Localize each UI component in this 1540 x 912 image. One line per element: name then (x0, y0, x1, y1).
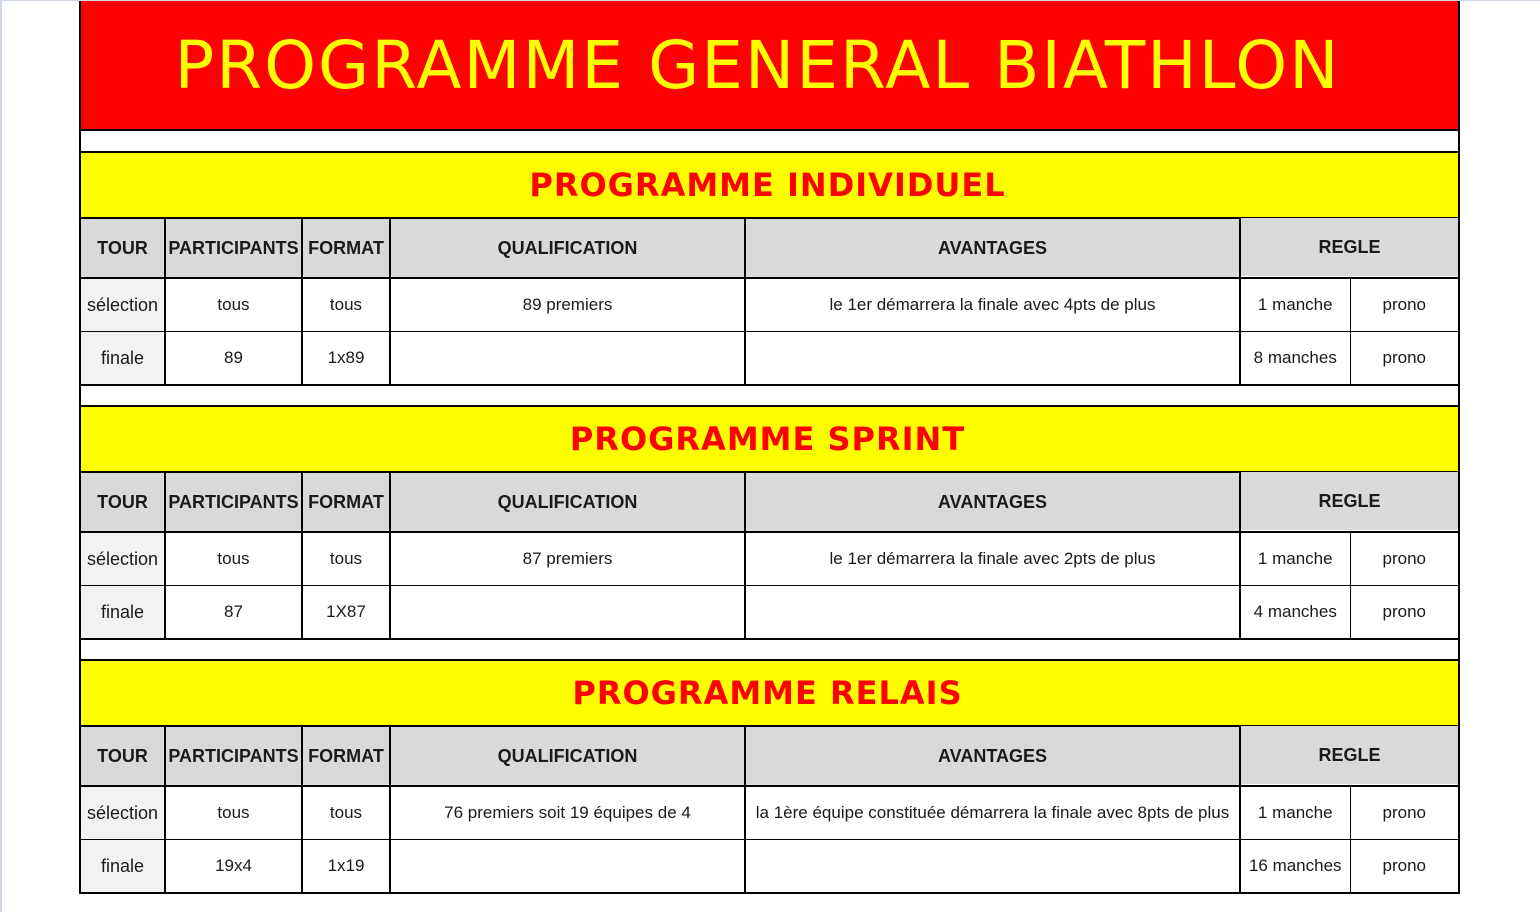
col-header-regle: REGLE (1240, 726, 1458, 785)
program-table (81, 727, 1458, 894)
table-row-selection (81, 532, 1458, 586)
col-header-tour: TOUR (81, 219, 165, 278)
spacer-row (81, 131, 1458, 153)
cell-regle-type[interactable]: prono (1350, 332, 1458, 386)
cell-regle-manches[interactable]: 16 manches (1240, 840, 1350, 894)
col-header-qualification: QUALIFICATION (390, 727, 745, 786)
column-header-row (81, 473, 1458, 532)
program-section (81, 131, 1458, 386)
table-row-finale (81, 332, 1458, 386)
cell-regle-type[interactable]: prono (1350, 278, 1458, 332)
col-header-avantages: AVANTAGES (745, 473, 1240, 532)
col-header-tour: TOUR (81, 473, 165, 532)
sheet-left-edge (0, 0, 2, 912)
cell-regle-type[interactable]: prono (1350, 786, 1458, 840)
section-heading (81, 153, 1458, 219)
cell-participants[interactable]: 87 (165, 586, 302, 640)
cell-regle-type[interactable]: prono (1350, 532, 1458, 586)
col-header-qualification: QUALIFICATION (390, 473, 745, 532)
cell-format[interactable]: 1x19 (302, 840, 390, 894)
table-row-selection (81, 786, 1458, 840)
cell-format[interactable]: tous (302, 532, 390, 586)
col-header-regle: REGLE (1240, 472, 1458, 531)
cell-regle-manches[interactable]: 1 manche (1240, 786, 1350, 840)
cell-avantages[interactable]: la 1ère équipe constituée démarrera la finale avec 8pts de plus (745, 786, 1240, 840)
cell-avantages[interactable]: le 1er démarrera la finale avec 2pts de plus (745, 532, 1240, 586)
table-row-selection (81, 278, 1458, 332)
col-header-tour: TOUR (81, 727, 165, 786)
cell-participants[interactable]: tous (165, 278, 302, 332)
cell-qualification[interactable]: 89 premiers (390, 278, 745, 332)
cell-regle-type[interactable]: prono (1350, 586, 1458, 640)
cell-tour[interactable]: finale (81, 840, 165, 894)
cell-participants[interactable]: 89 (165, 332, 302, 386)
cell-qualification[interactable]: 76 premiers soit 19 équipes de 4 (390, 786, 745, 840)
program-table (81, 473, 1458, 640)
column-header-row (81, 219, 1458, 278)
biathlon-program-sheet (79, 1, 1460, 894)
col-header-qualification: QUALIFICATION (390, 219, 745, 278)
cell-tour[interactable]: sélection (81, 532, 165, 586)
cell-format[interactable]: 1X87 (302, 586, 390, 640)
col-header-format: FORMAT (302, 473, 390, 532)
cell-participants[interactable]: tous (165, 532, 302, 586)
table-row-finale (81, 840, 1458, 894)
cell-avantages[interactable] (745, 840, 1240, 894)
col-header-format: FORMAT (302, 727, 390, 786)
section-title: PROGRAMME RELAIS (572, 674, 963, 712)
spacer-row (81, 640, 1458, 661)
title-banner (81, 1, 1458, 131)
spacer-row (81, 386, 1458, 407)
cell-participants[interactable]: tous (165, 786, 302, 840)
cell-format[interactable]: tous (302, 278, 390, 332)
program-section (81, 640, 1458, 894)
cell-avantages[interactable] (745, 332, 1240, 386)
program-table (81, 219, 1458, 386)
cell-avantages[interactable] (745, 586, 1240, 640)
cell-regle-manches[interactable]: 8 manches (1240, 332, 1350, 386)
column-header-row (81, 727, 1458, 786)
cell-qualification[interactable] (390, 332, 745, 386)
cell-tour[interactable]: sélection (81, 786, 165, 840)
cell-tour[interactable]: sélection (81, 278, 165, 332)
col-header-participants: PARTICIPANTS (165, 473, 302, 532)
col-header-avantages: AVANTAGES (745, 219, 1240, 278)
section-title: PROGRAMME INDIVIDUEL (529, 166, 1006, 204)
col-header-participants: PARTICIPANTS (165, 219, 302, 278)
cell-format[interactable]: 1x89 (302, 332, 390, 386)
col-header-participants: PARTICIPANTS (165, 727, 302, 786)
col-header-avantages: AVANTAGES (745, 727, 1240, 786)
cell-avantages[interactable]: le 1er démarrera la finale avec 4pts de plus (745, 278, 1240, 332)
cell-regle-manches[interactable]: 1 manche (1240, 532, 1350, 586)
cell-tour[interactable]: finale (81, 332, 165, 386)
page-title: PROGRAMME GENERAL BIATHLON (174, 26, 1341, 104)
cell-qualification[interactable] (390, 840, 745, 894)
col-header-format: FORMAT (302, 219, 390, 278)
cell-tour[interactable]: finale (81, 586, 165, 640)
cell-participants[interactable]: 19x4 (165, 840, 302, 894)
col-header-regle: REGLE (1240, 218, 1458, 277)
cell-format[interactable]: tous (302, 786, 390, 840)
section-heading (81, 661, 1458, 727)
cell-qualification[interactable] (390, 586, 745, 640)
table-row-finale (81, 586, 1458, 640)
sections-container (81, 131, 1458, 894)
cell-regle-manches[interactable]: 1 manche (1240, 278, 1350, 332)
cell-regle-type[interactable]: prono (1350, 840, 1458, 894)
cell-regle-manches[interactable]: 4 manches (1240, 586, 1350, 640)
cell-qualification[interactable]: 87 premiers (390, 532, 745, 586)
program-section (81, 386, 1458, 640)
section-heading (81, 407, 1458, 473)
section-title: PROGRAMME SPRINT (569, 420, 966, 458)
